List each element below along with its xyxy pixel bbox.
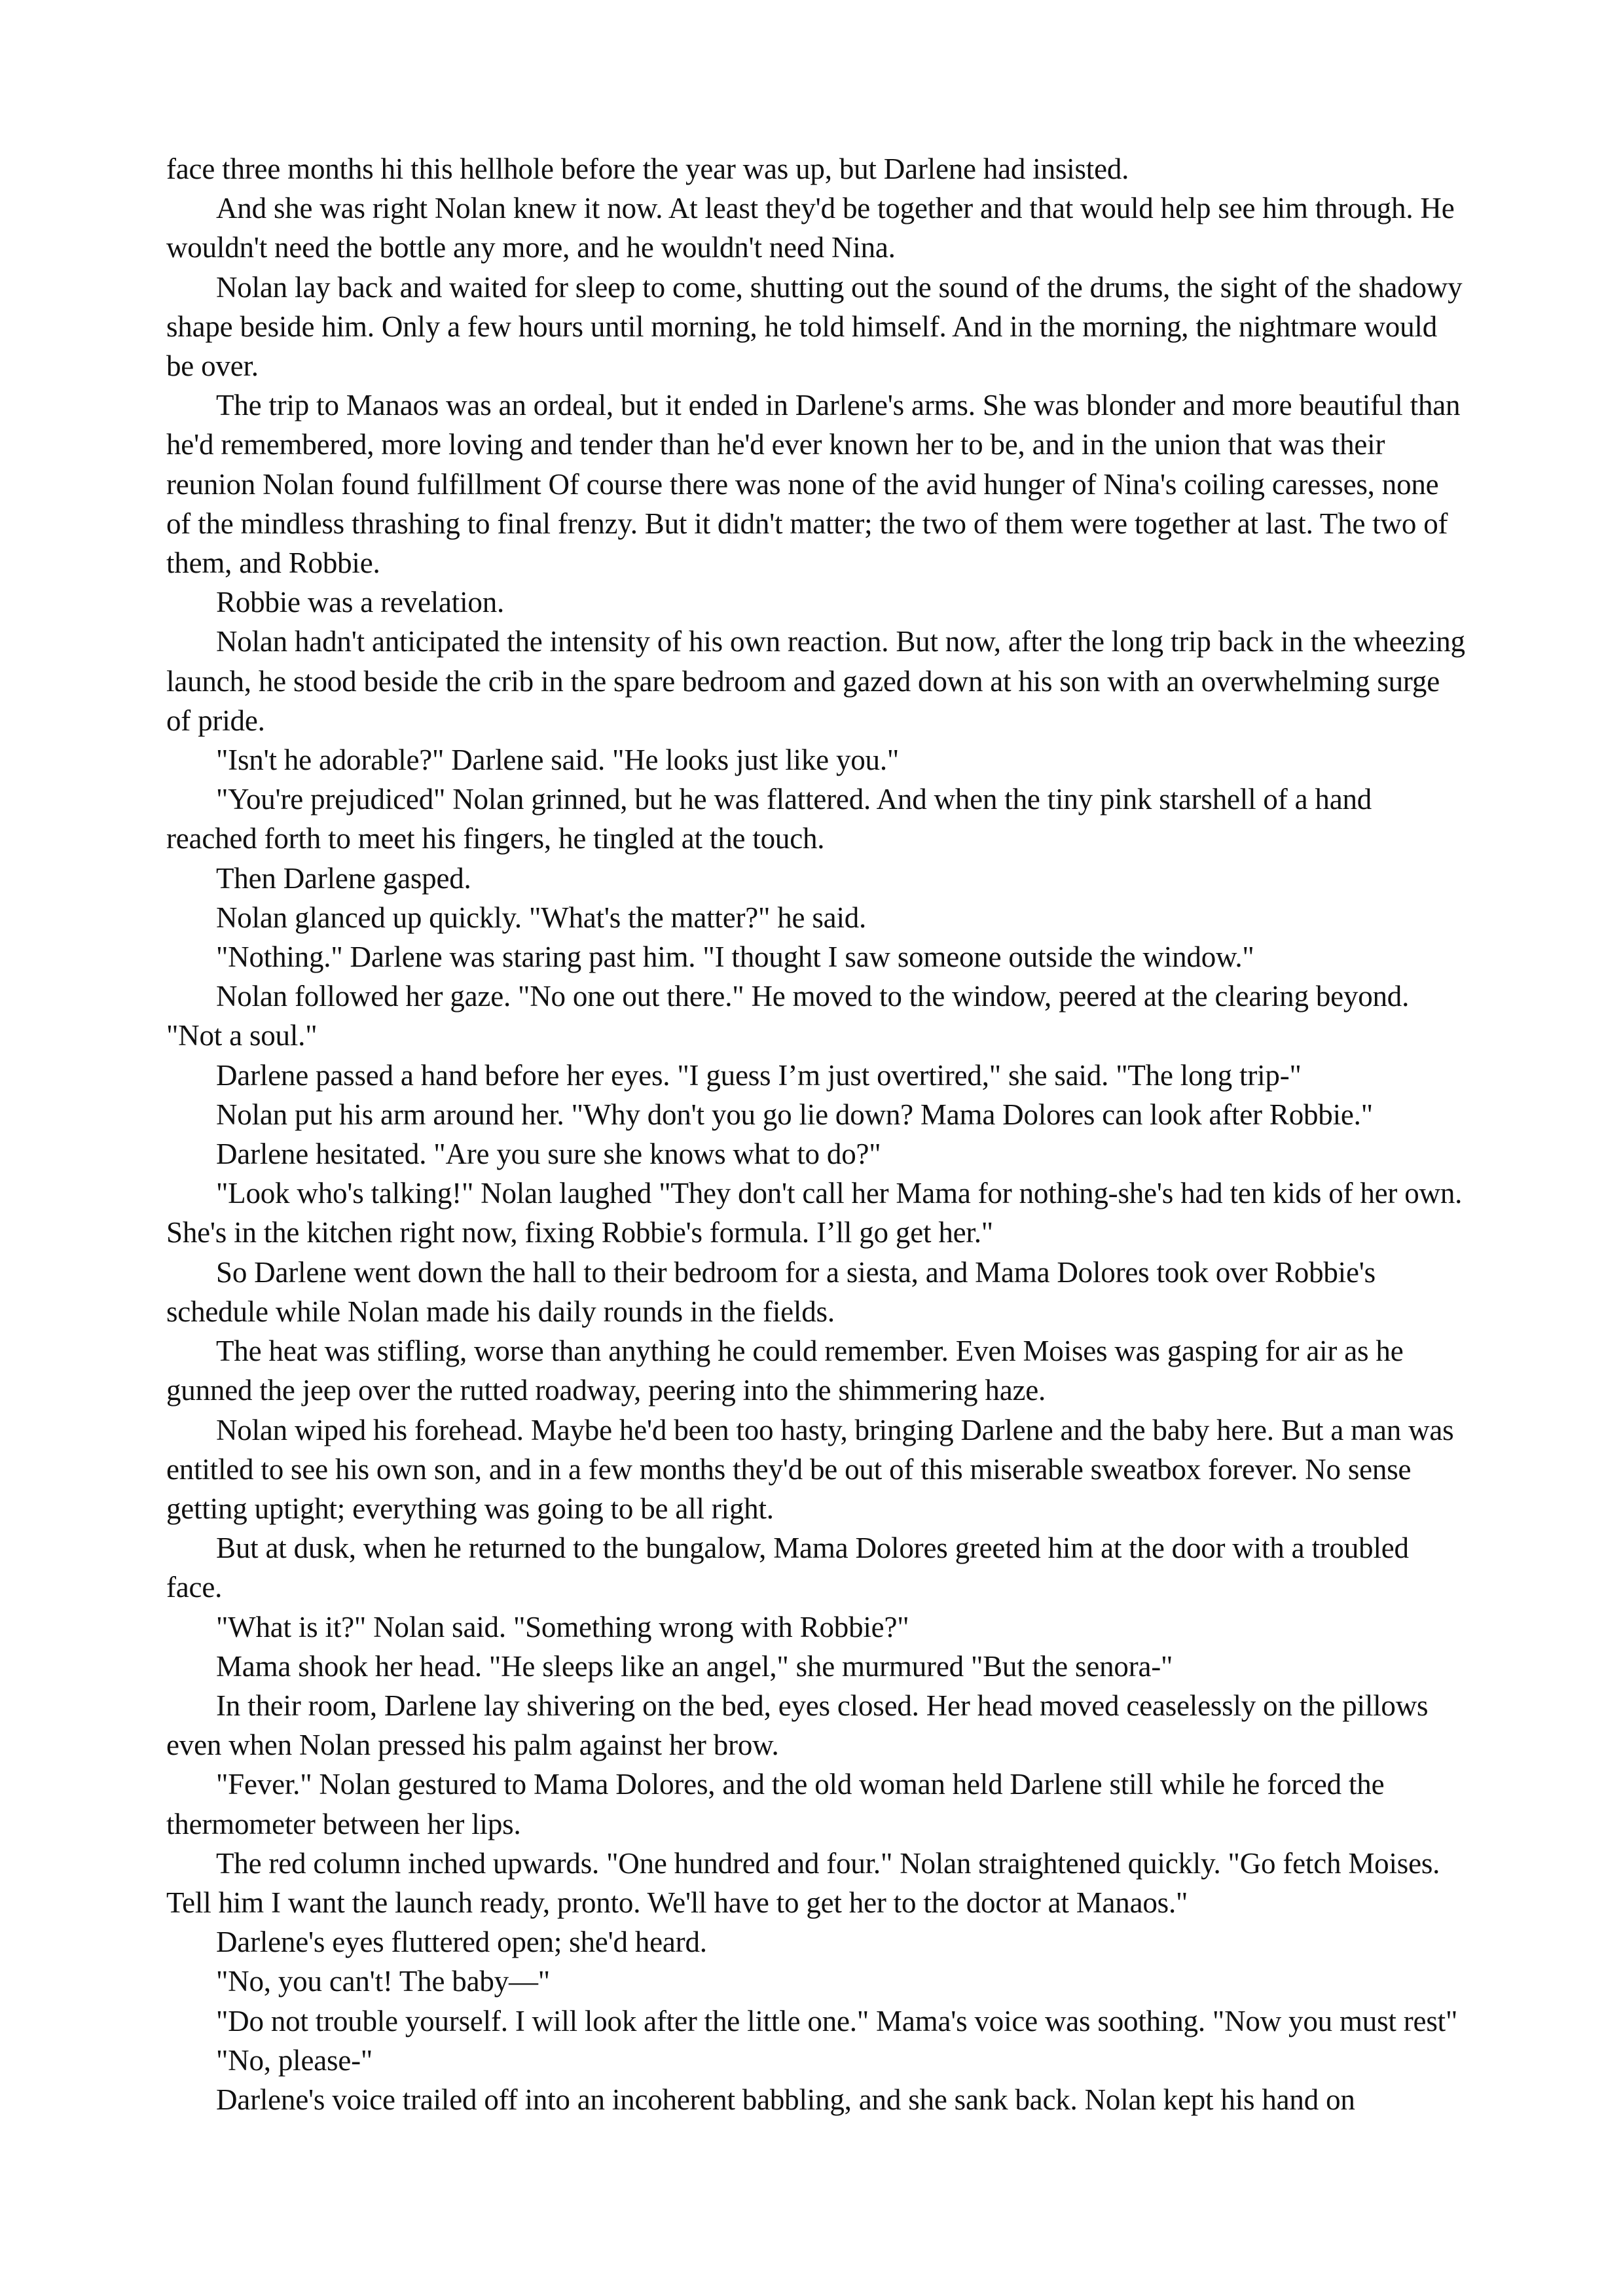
paragraph: The heat was stifling, worse than anything he could remember. Even Moises was gasping for air as he gunned the jeep over the rutted roadway, peering into the shimmering haze. xyxy=(166,1335,1404,1407)
paragraph: "No, please-" xyxy=(216,2043,373,2077)
paragraph: Darlene's eyes fluttered open; she'd heard. xyxy=(216,1926,707,1959)
paragraph: "No, you can't! The baby—" xyxy=(216,1965,550,1998)
paragraph: "Look who's talking!" Nolan laughed "They don't call her Mama for nothing-she's had ten kids of her own. She's in the kitchen right now, fixing Robbie's formula. I’ll go get her." xyxy=(166,1177,1463,1249)
body-text xyxy=(166,149,1469,2119)
paragraph: Nolan lay back and waited for sleep to come, shutting out the sound of the drums, the sight of the shadowy shape beside him. Only a few hours until morning, he told himself. And in the morning, the nightmare would be over. xyxy=(166,270,1463,383)
paragraph: Mama shook her head. "He sleeps like an angel," she murmured "But the senora-" xyxy=(216,1649,1173,1683)
paragraph: Robbie was a revelation. xyxy=(216,586,505,619)
paragraph: Nolan followed her gaze. "No one out there." He moved to the window, peered at the clearing beyond. "Not a soul." xyxy=(166,980,1410,1052)
paragraph: So Darlene went down the hall to their bedroom for a siesta, and Mama Dolores took over Robbie's schedule while Nolan made his daily rounds in the fields. xyxy=(166,1255,1376,1328)
paragraph: Nolan hadn't anticipated the intensity of his own reaction. But now, after the long trip back in the wheezing launch, he stood beside the crib in the spare bedroom and gazed down at his son with an overwhelming surge of pride. xyxy=(166,625,1465,737)
paragraph: Darlene passed a hand before her eyes. "I guess I’m just overtired," she said. "The long trip-" xyxy=(216,1058,1302,1092)
paragraph: Darlene hesitated. "Are you sure she knows what to do?" xyxy=(216,1138,881,1171)
paragraph: Nolan glanced up quickly. "What's the matter?" he said. xyxy=(216,901,867,934)
paragraph: But at dusk, when he returned to the bungalow, Mama Dolores greeted him at the door with a troubled face. xyxy=(166,1532,1409,1604)
paragraph: Nolan put his arm around her. "Why don't you go lie down? Mama Dolores can look after Robbie." xyxy=(216,1098,1373,1131)
paragraph: "Nothing." Darlene was staring past him. "I thought I saw someone outside the window." xyxy=(216,941,1254,974)
paragraph: Nolan wiped his forehead. Maybe he'd been too hasty, bringing Darlene and the baby here. But a man was entitled to see his own son, and in a few months they'd be out of this miserable sweatbox forever. No sense getting uptight; everything was going to be all right. xyxy=(166,1413,1454,1525)
paragraph: "What is it?" Nolan said. "Something wrong with Robbie?" xyxy=(216,1610,909,1643)
paragraph: "Do not trouble yourself. I will look after the little one." Mama's voice was soothing. "Now you must rest" xyxy=(216,2004,1458,2037)
paragraph: "Isn't he adorable?" Darlene said. "He looks just like you." xyxy=(216,744,900,777)
paragraph: The red column inched upwards. "One hundred and four." Nolan straightened quickly. "Go fetch Moises. Tell him I want the launch ready, pronto. We'll have to get her to the doctor at Manaos." xyxy=(166,1846,1440,1919)
paragraph: "You're prejudiced" Nolan grinned, but he was flattered. And when the tiny pink starshell of a hand reached forth to meet his fingers, he tingled at the touch. xyxy=(166,783,1372,855)
paragraph: And she was right Nolan knew it now. At least they'd be together and that would help see him through. He wouldn't need the bottle any more, and he wouldn't need Nina. xyxy=(166,192,1455,264)
paragraph: "Fever." Nolan gestured to Mama Dolores, and the old woman held Darlene still while he forced the thermometer between her lips. xyxy=(166,1768,1385,1840)
paragraph: Darlene's voice trailed off into an incoherent babbling, and she sank back. Nolan kept his hand on xyxy=(216,2083,1355,2116)
paragraph: Then Darlene gasped. xyxy=(216,861,471,895)
paragraph-continuation: face three months hi this hellhole before the year was up, but Darlene had insisted. xyxy=(166,152,1129,185)
paragraph: In their room, Darlene lay shivering on the bed, eyes closed. Her head moved ceaselessly on the pillows even when Nolan pressed his palm against her brow. xyxy=(166,1689,1429,1762)
paragraph: The trip to Manaos was an ordeal, but it ended in Darlene's arms. She was blonder and more beautiful than he'd remembered, more loving and tender than he'd ever known her to be, and in the union that was their reunion Nolan found fulfillment Of course there was none of the avid hunger of Nina's coiling caresses, none of the mindless thrashing to final frenzy. But it didn't matter; the two of them were together at last. The two of them, and Robbie. xyxy=(166,389,1461,580)
